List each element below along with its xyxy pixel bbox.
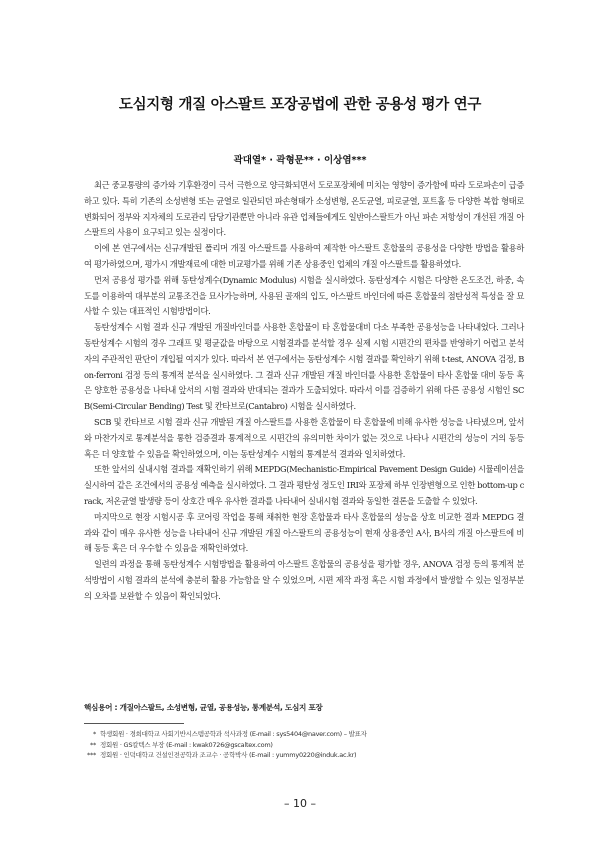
footnote — [76, 729, 536, 740]
abstract-paragraph: SCB 및 칸타브로 시험 결과 신규 개발된 개질 아스팔트를 사용한 혼합물이 타 혼합물에 비해 유사한 성능을 나타냈으며, 앞서와 마찬가지로 통계분석을 통한 검증결과 통계적으로 시편간의 유의미한 차이가 없는 것으로 나타나 시편간의 성능이 거의 동등 혹은 더 양호할 수 있음을 확인하였으며, 이는 동탄성계수 시험의 통계분석 결과와 일치하였다. — [84, 416, 524, 459]
footnote — [76, 740, 536, 751]
page-number: – 10 – — [284, 797, 316, 810]
abstract-paragraph: 최근 중교통량의 증가와 기후환경이 극서 극한으로 양극화되면서 도로포장체에 미치는 영향이 증가함에 따라 도로파손이 급증하고 있다. 특히 기존의 소성변형 또는 균열로 일관되던 파손형태가 소성변형, 온도균열, 피로균열, 포트홀 등 다양한 복합 형태로 변화되어 정부와 지자체의 도로관리 담당기관뿐만 아니라 유관 업체들에게도 일반아스팔트가 아닌 파손 저항성이 개선된 개질 아스팔트의 사용이 요구되고 있는 실정이다. — [84, 180, 524, 238]
footnote-text: 정회원 · 인덕대학교 건설인전공학과 조교수 · 공학박사 (E-mail : yummy0220@induk.ac.kr) — [100, 751, 357, 759]
abstract-paragraph: 먼저 공용성 평가를 위해 동탄성계수(Dynamic Modulus) 시험을 실시하였다. 동탄성계수 시험은 다양한 온도조건, 하중, 속도를 이용하여 대부분의 교통조건을 묘사가능하며, 사용된 골재의 입도, 아스팔트 바인더에 따른 혼합물의 점탄성적 특성을 잘 묘사할 수 있는 대표적인 시험방법이다. — [84, 274, 524, 317]
keywords: 핵심용어 : 개질아스팔트, 소성변형, 균열, 공용성능, 통계분석, 도심지 포장 — [84, 703, 323, 712]
paper-title: 도심지형 개질 아스팔트 포장공법에 관한 공용성 평가 연구 — [118, 97, 482, 113]
abstract-paragraph: 이에 본 연구에서는 신규개발된 폴리머 개질 아스팔트를 사용하여 제작한 아스팔트 혼합물의 공용성을 다양한 방법을 활용하여 평가하였으며, 평가시 개발재료에 대한 비교평가를 위해 기존 상용중인 업체의 개질 아스팔트를 활용하였다. — [84, 243, 524, 269]
footnote-mark: *** — [87, 751, 96, 759]
abstract-paragraph: 일련의 과정을 통해 동탄성계수 시험방법을 활용하여 아스팔트 혼합물의 공용성을 평가할 경우, ANOVA 검정 등의 통계적 분석방법이 시험 결과의 분석에 충분히 활용 가능함을 알 수 있었으며, 시편 제작 과정 혹은 시험 과정에서 발생할 수 있는 일정부분의 오차를 보완할 수 있음이 확인되었다. — [84, 559, 524, 601]
footnote-divider — [84, 723, 184, 724]
author-list: 곽대열* · 곽형문** · 이상염*** — [233, 155, 367, 166]
footnote-mark: * — [93, 730, 96, 738]
footnote-mark: ** — [90, 740, 96, 749]
footnote — [76, 750, 536, 761]
abstract-paragraph: 또한 앞서의 실내시험 결과를 재확인하기 위해 MEPDG(Mechanistic-Empirical Pavement Design Guide) 시뮬레이션을 실시하여 같은 조건에서의 공용성 예측을 실시하였다. 그 결과 평탄성 정도인 IRI와 포장체 하부 인장변형으로 인한 bottom-up crack, 저온균열 발생량 등이 상호간 매우 유사한 결과를 나타내어 실내시험 결과와 동일한 결론을 도출할 수 있었다. — [84, 464, 524, 506]
abstract-paragraph: 마지막으로 현장 시험시공 후 코어링 작업을 통해 채취한 현장 혼합물과 타사 혼합물의 성능을 상호 비교한 결과 MEPDG 결과와 같이 매우 유사한 성능을 나타내어 신규 개발된 개질 아스팔트의 공용성능이 현재 상용중인 A사, B사의 개질 아스팔트에 비해 동등 혹은 더 우수할 수 있음을 재확인하였다. — [84, 511, 524, 554]
abstract — [84, 178, 524, 605]
footnote-text: 학생회원 · 경희대학교 사회기반시스템공학과 석사과정 (E-mail : sys5404@naver.com) – 발표자 — [100, 730, 367, 738]
abstract-paragraph: 동탄성계수 시험 결과 신규 개발된 개질바인더를 사용한 혼합물이 타 혼합물대비 다소 부족한 공용성능을 나타내었다. 그러나 동탄성계수 시험의 경우 그래프 및 평균값을 바탕으로 시험결과를 분석할 경우 실제 시험 시편간의 편차를 반영하기 어렵고 분석자의 주관적인 판단이 개입될 여지가 있다. 따라서 본 연구에서는 동탄성계수 시험 결과를 확인하기 위해 t-test, ANOVA 검정, Bon-ferroni 검정 등의 통계적 분석을 실시하였다. 그 결과 신규 개발된 개질 바인더를 사용한 혼합물이 타사 혼합물 대비 동등 혹은 양호한 공용성을 나타내 앞서의 시험 결과와 반대되는 결과가 도출되었다. 따라서 이를 검증하기 위해 다른 공용성 시험인 SCB(Semi-Circular Bending) Test 및 칸타브로(Cantabro) 시험을 실시하였다. — [84, 322, 524, 412]
footnote-text: 정회원 · GS칼텍스 부장 (E-mail : kwak0726@gscaltex.com) — [100, 740, 273, 749]
footnotes — [76, 729, 536, 761]
